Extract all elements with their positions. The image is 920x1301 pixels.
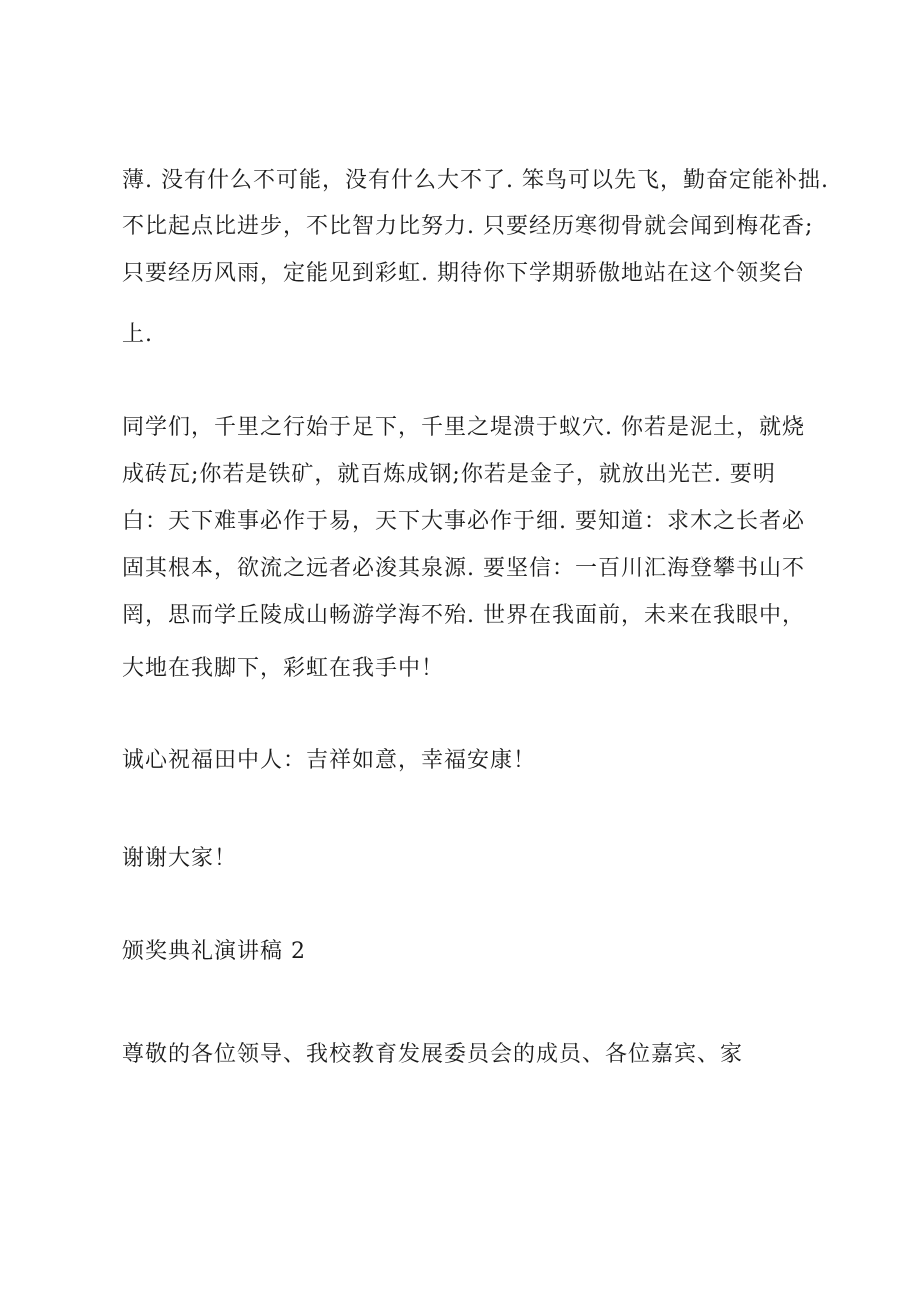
paragraph-1-line-1: 薄. 没有什么不可能，没有什么大不了. 笨鸟可以先飞，勤奋定能补拙. bbox=[122, 168, 829, 193]
paragraph-2-line-3: 白：天下难事必作于易，天下大事必作于细. 要知道：求木之长者必 bbox=[122, 509, 805, 534]
paragraph-1-line-4: 上. bbox=[122, 322, 153, 347]
paragraph-2-line-2: 成砖瓦;你若是铁矿，就百炼成钢;你若是金子，就放出光芒. 要明 bbox=[122, 462, 776, 487]
paragraph-1-line-3: 只要经历风雨，定能见到彩虹. 期待你下学期骄傲地站在这个领奖台 bbox=[122, 261, 805, 286]
paragraph-1-line-2: 不比起点比进步，不比智力比努力. 只要经历寒彻骨就会闻到梅花香; bbox=[122, 214, 814, 239]
salutation-paragraph: 尊敬的各位领导、我校教育发展委员会的成员、各位嘉宾、家 bbox=[122, 1042, 744, 1067]
paragraph-2-line-4: 固其根本，欲流之远者必浚其泉源. 要坚信：一百川汇海登攀书山不 bbox=[122, 556, 805, 581]
blessing-paragraph: 诚心祝福田中人：吉祥如意，幸福安康！ bbox=[122, 748, 537, 773]
section-title: 颁奖典礼演讲稿 2 bbox=[122, 939, 306, 964]
paragraph-2-line-6: 大地在我脚下，彩虹在我手中！ bbox=[122, 656, 445, 681]
paragraph-2-line-1: 同学们，千里之行始于足下，千里之堤溃于蚁穴. 你若是泥土，就烧 bbox=[122, 415, 805, 440]
thanks-paragraph: 谢谢大家！ bbox=[122, 846, 238, 871]
paragraph-2-line-5: 罔，思而学丘陵成山畅游学海不殆. 世界在我面前，未来在我眼中， bbox=[122, 603, 805, 628]
